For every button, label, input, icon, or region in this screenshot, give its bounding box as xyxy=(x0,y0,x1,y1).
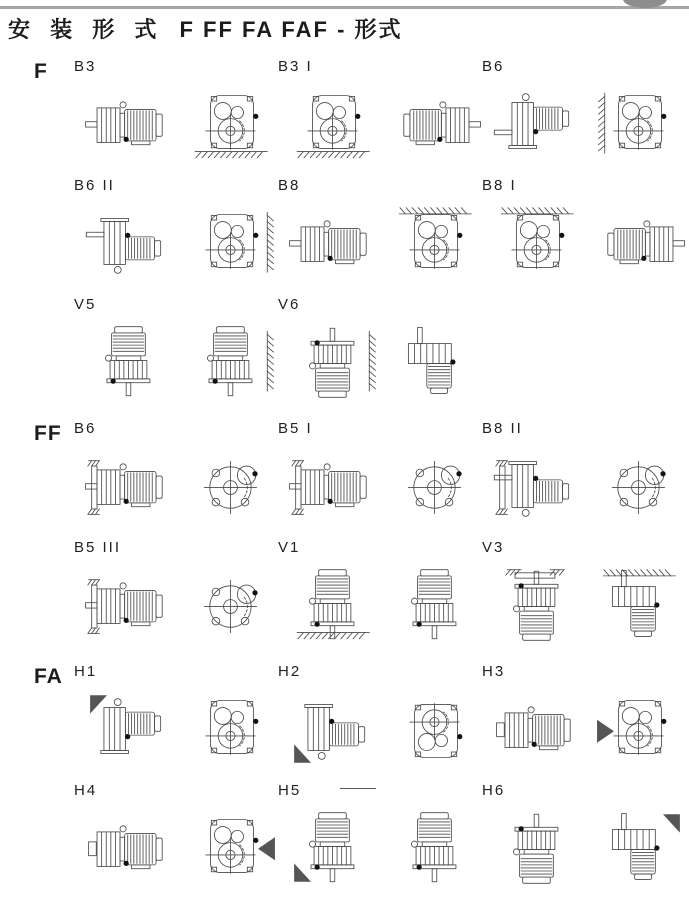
drawing-pair xyxy=(74,802,278,892)
drawing-pair xyxy=(74,559,278,649)
section-label: FF xyxy=(34,422,62,445)
gearmotor-front-view xyxy=(186,804,278,892)
gearmotor-front-view xyxy=(288,80,380,168)
mounting-cell-B6 xyxy=(482,58,686,177)
mounting-cell-B8-II xyxy=(482,420,686,539)
gearmotor-front-view xyxy=(390,442,482,530)
drawing-pair xyxy=(482,440,686,530)
mounting-code-label: H5 xyxy=(278,782,302,799)
gearmotor-side-view xyxy=(288,318,380,406)
gearmotor-side-view xyxy=(84,561,176,649)
gearmotor-front-view xyxy=(186,199,278,287)
gearmotor-side-view xyxy=(492,80,584,168)
mounting-cell-H3 xyxy=(482,663,686,782)
mounting-code-label: B5 I xyxy=(278,420,313,437)
mounting-code-label: H1 xyxy=(74,663,98,680)
mounting-code-label: H4 xyxy=(74,782,98,799)
drawing-pair xyxy=(74,683,278,773)
mounting-cell-V1 xyxy=(278,539,482,658)
mounting-code-label: V1 xyxy=(278,539,301,556)
drawing-pair xyxy=(278,683,482,773)
drawing-pair xyxy=(482,802,686,892)
mounting-code-label: V6 xyxy=(278,296,301,313)
drawing-pair xyxy=(74,197,278,287)
mounting-code-label: B6 II xyxy=(74,177,115,194)
gearmotor-front-view xyxy=(594,80,686,168)
mounting-cell-B5-I xyxy=(278,420,482,539)
mounting-code-label: H2 xyxy=(278,663,302,680)
mounting-code-label: B8 II xyxy=(482,420,523,437)
gearmotor-side-view xyxy=(492,561,584,649)
mounting-code-label: H3 xyxy=(482,663,506,680)
gearmotor-side-view xyxy=(288,685,380,773)
gearmotor-side-view xyxy=(288,199,380,287)
mounting-cell-B3-I xyxy=(278,58,482,177)
gearmotor-side-view xyxy=(84,199,176,287)
mounting-code-label: V3 xyxy=(482,539,505,556)
mounting-code-label: B6 xyxy=(482,58,505,75)
drawing-pair xyxy=(278,802,482,892)
section-FF xyxy=(30,420,685,658)
section-F xyxy=(30,58,685,415)
mounting-code-label: B8 xyxy=(278,177,301,194)
gearmotor-front-view xyxy=(492,199,584,287)
section-label: F xyxy=(34,60,48,83)
diagram-row xyxy=(74,420,685,539)
gearmotor-side-view xyxy=(594,199,686,287)
mounting-cell-B3 xyxy=(74,58,278,177)
gearmotor-front-view xyxy=(186,442,278,530)
drawing-pair xyxy=(74,440,278,530)
title-chinese: 安 装 形 式 xyxy=(8,17,164,42)
header-rule xyxy=(0,6,689,9)
drawing-pair xyxy=(278,316,482,406)
gearmotor-side-view xyxy=(594,561,686,649)
gearmotor-side-view xyxy=(84,80,176,168)
diagram-row xyxy=(74,177,685,296)
gearmotor-side-view xyxy=(594,804,686,892)
mounting-cell-B8-I xyxy=(482,177,686,296)
gearmotor-front-view xyxy=(594,442,686,530)
gearmotor-side-view xyxy=(288,561,380,649)
mounting-cell-H1 xyxy=(74,663,278,782)
stray-divider xyxy=(340,788,376,789)
mounting-cell-B5-III xyxy=(74,539,278,658)
gearmotor-side-view xyxy=(390,318,482,406)
drawing-pair xyxy=(74,78,278,168)
gearmotor-side-view xyxy=(492,804,584,892)
gearmotor-side-view xyxy=(186,318,278,406)
page-title xyxy=(8,13,403,44)
gearmotor-side-view xyxy=(492,442,584,530)
diagram-row xyxy=(74,296,685,415)
gearmotor-side-view xyxy=(84,804,176,892)
gearmotor-front-view xyxy=(390,199,482,287)
gearmotor-side-view xyxy=(390,804,482,892)
gearmotor-side-view xyxy=(84,442,176,530)
mounting-code-label: B8 I xyxy=(482,177,517,194)
diagram-row xyxy=(74,782,685,901)
mounting-cell-B6 xyxy=(74,420,278,539)
mounting-cell-H5 xyxy=(278,782,482,901)
drawing-pair xyxy=(278,78,482,168)
gearmotor-front-view xyxy=(390,685,482,773)
drawing-pair xyxy=(482,559,686,649)
gearmotor-side-view xyxy=(390,80,482,168)
mounting-cell-V6 xyxy=(278,296,482,415)
diagram-row xyxy=(74,58,685,177)
drawing-pair xyxy=(482,78,686,168)
diagram-row xyxy=(74,663,685,782)
section-label: FA xyxy=(34,665,63,688)
gearmotor-side-view xyxy=(492,685,584,773)
mounting-cell-V5 xyxy=(74,296,278,415)
title-codes: F FF FA FAF - 形式 xyxy=(179,17,403,42)
mounting-cell-B6-II xyxy=(74,177,278,296)
mounting-code-label: H6 xyxy=(482,782,506,799)
gearmotor-front-view xyxy=(186,561,278,649)
gearmotor-side-view xyxy=(288,442,380,530)
gearmotor-side-view xyxy=(84,685,176,773)
drawing-pair xyxy=(278,197,482,287)
drawing-pair xyxy=(482,683,686,773)
drawing-pair xyxy=(278,559,482,649)
drawing-pair xyxy=(278,440,482,530)
gearmotor-front-view xyxy=(186,685,278,773)
mounting-diagram-grid xyxy=(30,58,685,906)
gearmotor-side-view xyxy=(390,561,482,649)
section-FA xyxy=(30,663,685,901)
mounting-cell-H4 xyxy=(74,782,278,901)
drawing-pair xyxy=(482,197,686,287)
mounting-code-label: B5 III xyxy=(74,539,122,556)
mounting-code-label: B6 xyxy=(74,420,97,437)
mounting-cell-V3 xyxy=(482,539,686,658)
mounting-code-label: B3 I xyxy=(278,58,313,75)
gearmotor-side-view xyxy=(288,804,380,892)
gearmotor-side-view xyxy=(84,318,176,406)
mounting-cell-H2 xyxy=(278,663,482,782)
mounting-cell-H6 xyxy=(482,782,686,901)
mounting-code-label: B3 xyxy=(74,58,97,75)
drawing-pair xyxy=(74,316,278,406)
gearmotor-front-view xyxy=(594,685,686,773)
diagram-row xyxy=(74,539,685,658)
mounting-cell-B8 xyxy=(278,177,482,296)
mounting-code-label: V5 xyxy=(74,296,97,313)
gearmotor-front-view xyxy=(186,80,278,168)
